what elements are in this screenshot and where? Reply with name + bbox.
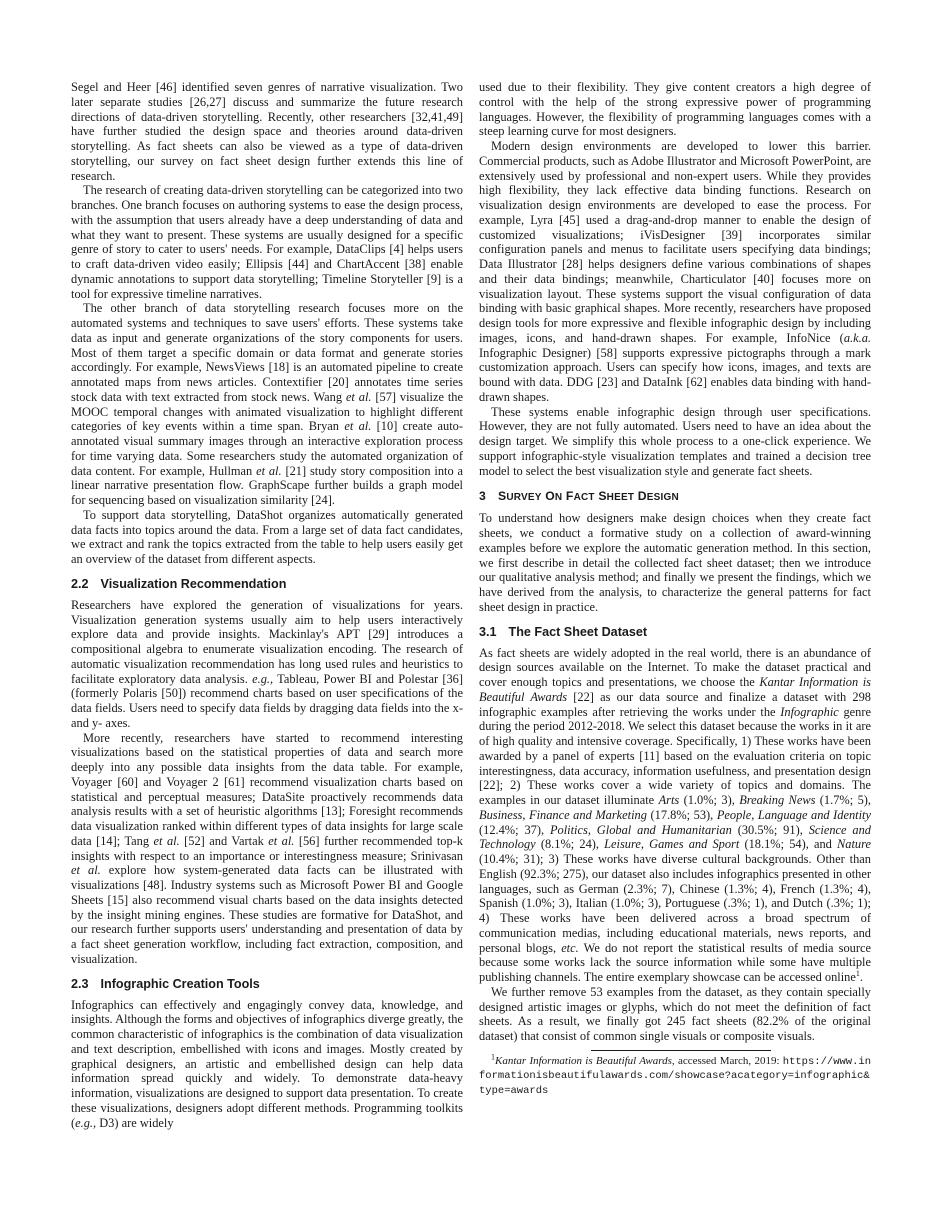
paragraph: To understand how designers make design choices when they create fact sheets, we conduct a formative study on a collection of award-winning examples before we explore the automatic generation method. In this section, we first describe in detail the collected fact sheet dataset; then we introduce our qualitative analysis method; and finally we present the findings, which we have derived from the analysis, to characterize the general patterns for fact sheet design in practice. xyxy=(479,511,871,614)
footnote-url[interactable]: https://www.informationisbeautifulawards.com/showcase?acategory=infographic&type=awards xyxy=(479,1055,871,1097)
section-heading-3-1: 3.1 The Fact Sheet Dataset xyxy=(479,624,648,639)
section-heading-2-2: 2.2 Visualization Recommendation xyxy=(71,576,287,591)
paragraph: As fact sheets are widely adopted in the real world, there is an abundance of design sources available on the Internet. To make the dataset practical and cover enough topics and presentations, we choose the Kantar Information is Beautiful Awards [22] as our data source and finalize a dataset with 298 infographic examples after retrieving the works under the Infographic genre during the period 2012-2018. We select this dataset because the works in it are of high quality and intensive coverage. Specifically, 1) These works have been awarded by a panel of experts [11] based on the evaluation criteria on topic interestingness, data accuracy, information usefulness, and presentation design [22]; 2) These works cover a wide variety of topics and domains. The examples in our dataset illuminate Arts (1.0%; 3), Breaking News (1.7%; 5), Business, Finance and Marketing (17.8%; 53), People, Language and Identity (12.4%; 37), Politics, Global and Humanitarian (30.5%; 91), Science and Technology (8.1%; 24), Leisure, Games and Sport (18.1%; 54), and Nature (10.4%; 31); 3) These works have diverse cultural backgrounds. Other than English (92.3%; 275), our dataset also includes infographics presented in other languages, such as German (2.3%; 7), Chinese (1.3%; 4), French (1.3%; 4), Spanish (1.0%; 3), Italian (1.0%; 3), Portuguese (.3%; 1), and Dutch (.3%; 1); 4) These works have been delivered across a broad spectrum of communication medias, including educational materials, news reports, and personal blogs, etc. We do not report the statistical results of media source because some works lack the source information while some have multiple publishing channels. The entire exemplary showcase can be accessed online$^1$. xyxy=(479,645,872,984)
section-heading-3: 3 SURVEY ON FACT SHEET DESIGN xyxy=(479,489,679,504)
paragraph: Modern design environments are developed to lower this barrier. Commercial products, such as Adobe Illustrator and Microsoft PowerPoint, are extensively used by professional and non-expert users. While they provides high flexibility, they lack effective data binding functions. Research on visualization design environments are developed to ease the process. For example, Lyra [45] used a drag-and-drop manner to enable the design of customized visualizations; iVisDesigner [39] incorporates similar configuration panels and menus to facilitate users specifying data bindings; Data Illustrator [28] helps designers define various combinations of shapes and their data bindings; meanwhile, Charticulator [40] focuses more on visualization layout. These systems support the visual configuration of data binding with basic graphical shapes. More recently, researchers have proposed design tools for more expressive and flexible infographic design by including images, icons, and hand-drawn shapes. For example, InfoNice (a.k.a. Infographic Designer) [58] supports expressive pictographs through a mark customization approach. Users can specify how icons, images, and texts are bound with data. DDG [23] and DataInk [62] enables data binding with hand-drawn shapes. xyxy=(479,139,871,404)
section-heading-2-3: 2.3 Infographic Creation Tools xyxy=(71,976,260,991)
paragraph: Infographics can effectively and engagingly convey data, knowledge, and insights. Although the forms and objectives of infographics diverge greatly, the common characteristic of infographics is the combination of data visualization and text description, embellished with icons and images. Mostly created by graphical designers, an artistic and embellished design can help data information spread quickly and widely. To demonstrate data-heavy information, visualizations are designed to support data presentation. To create these visualizations, designers adopt different methods. Programming toolkits (e.g., D3) are widely xyxy=(71,997,463,1130)
paragraph: used due to their flexibility. They give content creators a high degree of control with the help of the strong expressive power of programming languages. However, the flexibility of programming languages comes with a steep learning curve for most designers. xyxy=(479,80,871,139)
footnote: $^1$Kantar Information is Beautiful Awards, accessed March, 2019: https://www.informationisbeautifulawards.com/showcase?acategory=infographic&type=awards xyxy=(479,1052,871,1097)
paragraph: The research of creating data-driven storytelling can be categorized into two branches. One branch focuses on authoring systems to ease the design process, with the assumption that users already have a deep understanding of data and what they want to present. These systems are usually designed for a specific genre of story to cater to users' needs. For example, DataClips [4] helps users to craft data-driven video easily; Ellipsis [44] and ChartAccent [38] enable dynamic annotations to support data storytelling; Timeline Storyteller [9] is a tool for expressive timeline narratives. xyxy=(71,183,463,301)
footnote-divider xyxy=(591,1050,771,1051)
paragraph: To support data storytelling, DataShot organizes automatically generated data facts into topics around the data. From a large set of data fact candidates, we extract and rank the topics extracted from the table to help users easily get an overview of the dataset from different aspects. xyxy=(71,507,463,566)
paragraph: The other branch of data storytelling research focuses more on the automated systems and techniques to save users' efforts. These systems take data as input and generate organizations of the story components for users. Most of them target a specific domain or data format and generate stories accordingly. For example, NewsViews [18] is an automated pipeline to create annotated maps from news articles. Contextifier [20] annotates time series stock data with text extracted from stock news. Wang et al. [57] visualize the MOOC temporal changes with animated visualization to highlight different categories of key events within a time span. Bryan et al. [10] create auto-annotated visual summary images through an interactive exploration process for time varying data. Some researchers study the automated organization of data content. For example, Hullman et al. [21] study story composition into a linear narrative presentation flow. GraphScape further builds a graph model for sequencing based on visualization similarity [24]. xyxy=(71,301,463,507)
left-column xyxy=(71,80,463,1130)
paragraph: Segel and Heer [46] identified seven genres of narrative visualization. Two later separate studies [26,27] discuss and summarize the future research directions of data-driven storytelling. Recently, other researchers [32,41,49] have further studied the design space and theories around data-driven storytelling. As fact sheets can also be viewed as a type of data-driven storytelling, our survey on fact sheet design further extends this line of research. xyxy=(71,80,463,183)
paragraph: Researchers have explored the generation of visualizations for years. Visualization generation systems usually aim to help users interactively explore data and provide insights. Mackinlay's APT [29] introduces a compositional algebra to enumerate visualization encoding. The research of automatic visualization recommendation has long used rules and heuristics to facilitate exploratory data analysis. e.g., Tableau, Power BI and Polestar [36] (formerly Polaris [50]) recommend charts based on user specifications of the data fields. Users need to specify data fields by dragging data fields into the x- and y- axes. xyxy=(71,597,464,730)
paragraph: We further remove 53 examples from the dataset, as they contain specially designed artistic images or glyphs, which do not meet the definition of fact sheets. As a result, we finally got 245 fact sheets (82.2% of the original dataset) that consist of common single visuals or composite visuals. xyxy=(479,984,871,1043)
paragraph: More recently, researchers have started to recommend interesting visualizations based on the statistical properties of data and search more deeply into any possible data insights from the data table. For example, Voyager [60] and Voyager 2 [61] recommend visualization charts based on statistical and perceptual measures; DataSite proactively recommends data analysis results with a set of heuristic algorithms [13]; Foresight recommends data visualization ranked within different types of data insights for large scale data [14]; Tang et al. [52] and Vartak et al. [56] further recommended top-k insights with respect to an importance or interestingness measure; Srinivasan et al. explore how system-generated data facts can be illustrated with visualizations [48]. Industry systems such as Microsoft Power BI and Google Sheets [15] also recommend visual charts based on the data insights detected by the insight mining engines. These studies are formative for DataShot, and our research further supports users' understanding and presentation of data by a fact sheet generation workflow, including fact extraction, composition, and visualization. xyxy=(71,730,463,966)
paragraph: These systems enable infographic design through user specifications. However, they are not fully automated. Users need to have an idea about the design target. We simplify this whole process to a one-click experience. We support infographic-style visualization templates and trained a decision tree model to select the best visualization style and generate fact sheets. xyxy=(479,404,871,478)
footnote-marker: 1 xyxy=(855,968,860,978)
right-column xyxy=(479,80,871,1098)
